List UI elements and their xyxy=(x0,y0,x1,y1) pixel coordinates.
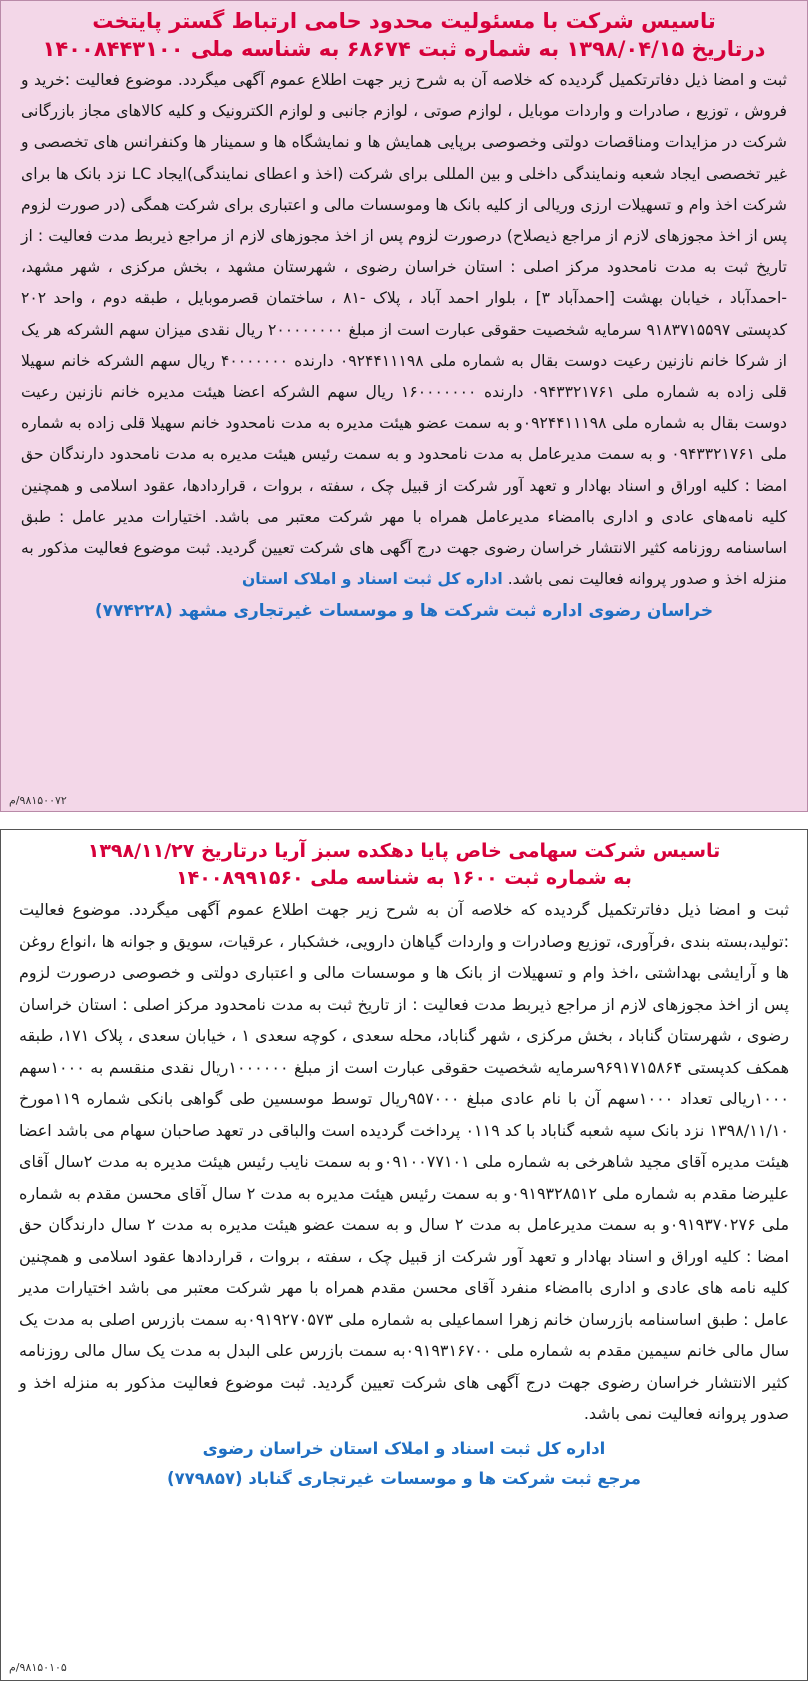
notice2-body: ثبت و امضا ذیل دفاترتکمیل گردیده که خلاصه آن به شرح زیر جهت اطلاع عموم آگهی میگردد. موضوع فعالیت :تولید،بسته بندی ،فرآوری، توزیع وصادرات و واردات گیاهان دارویی، خشکبار ، عرقیات، سویق و جوانه ها ،انواع روغن ها و آرایشی بهداشتی ،اخذ وام و تسهیلات از بانک ها و موسسات مالی و اعتباری دولتی و خصوصی درصورت لزوم پس از اخذ مجوزهای لازم از مراجع ذیربط مدت فعالیت : از تاریخ ثبت به مدت نامحدود مرکز اصلی : استان خراسان رضوی ، شهرستان گناباد ، بخش مرکزی ، شهر گناباد، محله سعدی ، کوچه سعدی ۱ ، خیابان سعدی ، پلاک ۱۷۱، طبقه همکف کدپستی ۹۶۹۱۷۱۵۸۶۴سرمایه شخصیت حقوقی عبارت است از مبلغ ۱۰۰۰۰۰۰ریال نقدی منقسم به ۱۰۰۰سهم ۱۰۰۰ریالی تعداد ۱۰۰۰سهم آن با نام عادی مبلغ ۹۵۷۰۰۰ریال توسط موسسین طی گواهی بانکی شماره ۱۱۹مورخ ۱۳۹۸/۱۱/۱۰ نزد بانک سپه شعبه گناباد با کد ۰۱۱۹ پرداخت گردیده است والباقی در تعهد صاحبان سهام می باشد اعضا هیئت مدیره آقای مجید شاهرخی به شماره ملی ۰۹۱۰۰۷۷۱۰۱و به سمت نایب رئیس هیئت مدیره به مدت ۲سال آقای علیرضا مقدم به شماره ملی ۰۹۱۹۳۲۸۵۱۲و به سمت رئیس هیئت مدیره به مدت ۲ سال آقای محسن مقدم به شماره ملی ۰۹۱۹۳۷۰۲۷۶و به سمت مدیرعامل به مدت ۲ سال و به سمت عضو هیئت مدیره به مدت ۲ سال دارندگان حق امضا : کلیه اوراق و اسناد بهادار و تعهد آور شرکت از قبیل چک ، سفته ، بروات ، قراردادها عقود اسلامی و همچنین کلیه نامه های عادی و اداری باامضاء منفرد آقای محسن مقدم همراه با مهر شرکت معتبر می باشد اختیارات مدیر عامل : طبق اساسنامه بازرسان خانم زهرا اسماعیلی به شماره ملی ۰۹۱۹۲۷۰۵۷۳به سمت بازرس اصلی به مدت یک سال مالی خانم سیمین مقدم به شماره ملی ۰۹۱۹۳۱۶۷۰۰به سمت بازرس علی البدل به مدت یک سال مالی روزنامه کثیر الانتشار خراسان رضوی جهت درج آگهی های شرکت تعیین گردید. ثبت موضوع فعالیت مذکور به منزله اخذ و صدور پروانه فعالیت نمی باشد. xyxy=(18,900,790,1423)
notice-paya-dehkade xyxy=(0,829,808,1681)
notice1-office-line1: اداره کل ثبت اسناد و املاک استان xyxy=(241,570,503,589)
notice1-office-line2: خراسان رضوی اداره ثبت شرکت ها و موسسات غیرتجاری مشهد (۷۷۴۲۲۸) xyxy=(94,601,714,622)
notice1-title-line2: درتاریخ ۱۳۹۸/۰۴/۱۵ به شماره ثبت ۶۸۶۷۴ به شناسه ملی ۱۴۰۰۸۴۴۳۱۰۰ xyxy=(42,37,766,61)
notice1-body-text: ثبت و امضا ذیل دفاترتکمیل گردیده که خلاصه آن به شرح زیر جهت اطلاع عموم آگهی میگردد. موضوع فعالیت :خرید و فروش ، توزیع ، صادرات و واردات موبایل ، لوازم صوتی ، لوازم جانبی و لوازم الکترونیک و کلیه کالاهای مجاز بازرگانی شرکت در مزایدات ومناقصات دولتی وخصوصی برپایی همایش ها و نمایشگاه ها و سمینار ها وکنفرانس های تخصصی و غیر تخصصی ایجاد شعبه ونمایندگی داخلی و بین المللی برای شرکت (اخذ و اعطای نمایندگی)ایجاد LC نزد بانک ها برای شرکت اخذ وام و تسهیلات ارزی وریالی از کلیه بانک ها وموسسات مالی و اعتباری برای شرکت همگی (در صورت لزوم پس از اخذ مجوزهای لازم از مراجع ذیصلاح) درصورت لزوم پس از اخذ مجوزهای لازم از مراجع ذیربط مدت فعالیت : از تاریخ ثبت به مدت نامحدود مرکز اصلی : استان خراسان رضوی ، شهرستان مشهد ، بخش مرکزی ، شهر مشهد، -احمدآباد ، خیابان بهشت [احمدآباد ۳] ، بلوار احمد آباد ، پلاک -۸۱ ، ساختمان قصرموبایل ، طبقه دوم ، واحد ۲۰۲ کدپستی ۹۱۸۳۷۱۵۵۹۷ سرمایه شخصیت حقوقی عبارت است از مبلغ ۲۰۰۰۰۰۰۰۰ ریال نقدی میزان سهم الشرکه هر یک از شرکا خانم نازنین رعیت دوست بقال به شماره ملی ۰۹۲۴۴۱۱۱۹۸ دارنده ۴۰۰۰۰۰۰۰ ریال سهم الشرکه خانم سهیلا قلی زاده به شماره ملی ۰۹۴۳۳۲۱۷۶۱ دارنده ۱۶۰۰۰۰۰۰۰ ریال سهم الشرکه اعضا هیئت مدیره خانم نازنین رعیت دوست بقال به شماره ملی ۰۹۲۴۴۱۱۱۹۸و به سمت عضو هیئت مدیره به مدت نامحدود خانم سهیلا قلی زاده به شماره ملی ۰۹۴۳۳۲۱۷۶۱ و به سمت مدیرعامل به مدت نامحدود و به سمت رئیس هیئت مدیره به مدت نامحدود دارندگان حق امضا : کلیه اوراق و اسناد بهادار و تعهد آور شرکت از قبیل چک ، سفته ، بروات ، قرارداد‌ها، عقود اسلامی و همچنین کلیه نامه‌های عادی و اداری باامضاء مدیرعامل همراه با مهر شرکت معتبر می باشد. اختیارات مدیر عامل : طبق اساسنامه روزنامه کثیر الانتشار خراسان رضوی جهت درج آگهی های شرکت تعیین گردید. ثبت موضوع فعالیت مذکور به منزله اخذ و صدور پروانه فعالیت نمی باشد. xyxy=(21,71,788,589)
notice1-code: ۹۸۱۵۰۰۷۲/م xyxy=(9,794,67,807)
notice2-code: ۹۸۱۵۰۱۰۵/م xyxy=(9,1661,67,1674)
notice2-title-line2: به شماره ثبت ۱۶۰۰ به شناسه ملی ۱۴۰۰۸۹۹۱۵۶۰ xyxy=(176,867,632,889)
notice2-title-line1: تاسیس شرکت سهامی خاص پایا دهکده سبز آریا درتاریخ ۱۳۹۸/۱۱/۲۷ xyxy=(87,840,721,862)
notice1-body xyxy=(1,63,807,595)
notice2-office-line2: مرجع ثبت شرکت ها و موسسات غیرتجاری گناباد (۷۷۹۸۵۷) xyxy=(167,1468,641,1488)
notice-hami-ertebat xyxy=(0,0,808,812)
notice1-title-line1: تاسیس شرکت با مسئولیت محدود حامی ارتباط گستر پایتخت xyxy=(92,9,716,33)
notice2-office-line1: اداره کل ثبت اسناد و املاک استان خراسان رضوی xyxy=(202,1438,606,1458)
